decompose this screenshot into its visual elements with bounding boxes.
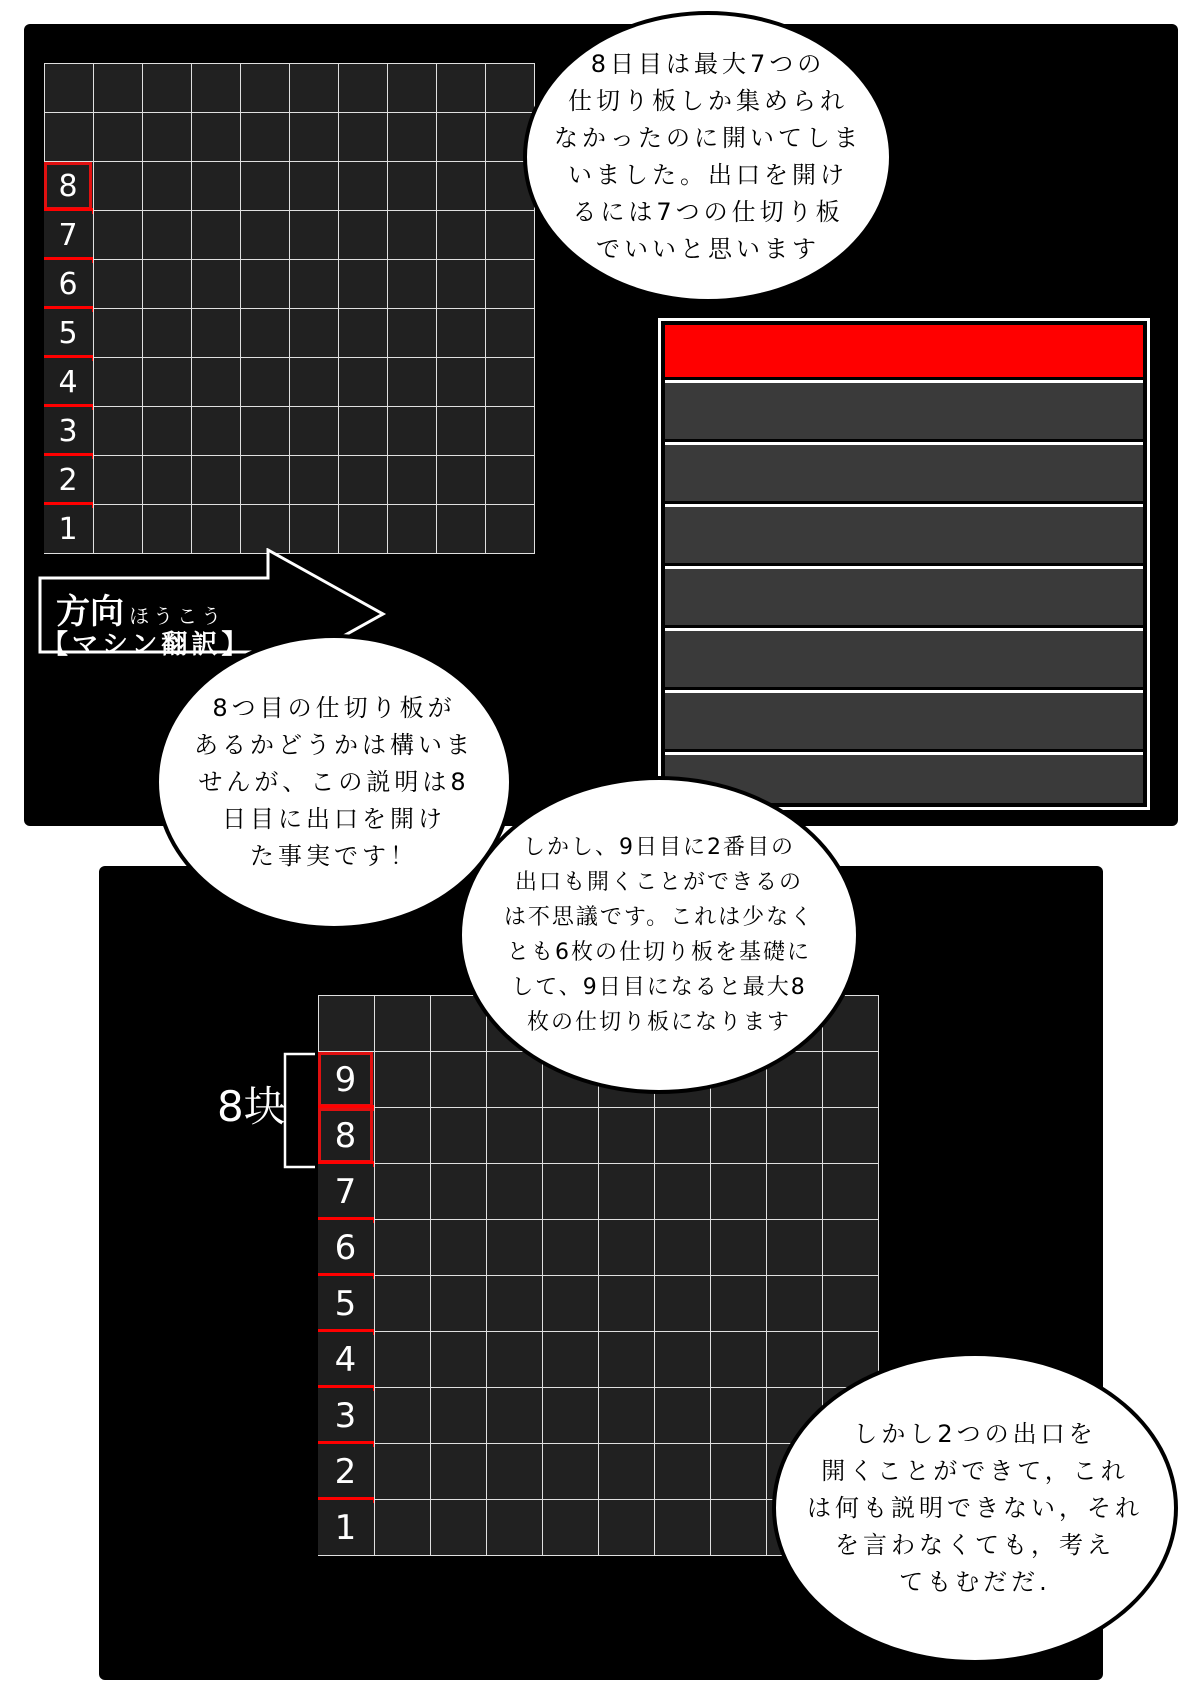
grid-cell bbox=[339, 113, 388, 162]
grid-cell bbox=[143, 64, 192, 113]
grid-cell bbox=[431, 1052, 487, 1108]
grid-cell bbox=[388, 260, 437, 309]
grid-cell bbox=[711, 1164, 767, 1220]
legend-row bbox=[665, 504, 1143, 563]
grid-cell bbox=[94, 309, 143, 358]
grid-cell bbox=[45, 113, 94, 162]
grid-cell bbox=[487, 1276, 543, 1332]
grid-cell bbox=[290, 505, 339, 554]
grid-cell bbox=[599, 1332, 655, 1388]
grid-cell bbox=[339, 505, 388, 554]
grid-cell bbox=[94, 162, 143, 211]
grid-cell bbox=[486, 64, 535, 113]
grid-cell bbox=[94, 113, 143, 162]
grid-cell bbox=[437, 309, 486, 358]
row-label-5: 5 bbox=[318, 1276, 373, 1331]
grid-cell bbox=[431, 1388, 487, 1444]
grid-cell bbox=[339, 456, 388, 505]
grid-cell bbox=[339, 162, 388, 211]
grid-cell bbox=[767, 1108, 823, 1164]
grid-cell bbox=[655, 1108, 711, 1164]
grid-cell bbox=[290, 113, 339, 162]
grid-cell bbox=[143, 309, 192, 358]
grid-cell bbox=[388, 456, 437, 505]
row-label-8: 8 bbox=[318, 1108, 373, 1163]
grid-cell bbox=[339, 64, 388, 113]
grid-cell bbox=[94, 211, 143, 260]
grid-cell bbox=[143, 407, 192, 456]
grid-cell bbox=[655, 1164, 711, 1220]
legend-row bbox=[665, 628, 1143, 687]
grid-cell bbox=[375, 1220, 431, 1276]
grid-cell bbox=[655, 1500, 711, 1556]
row-label-6: 6 bbox=[44, 260, 92, 308]
grid-cell bbox=[143, 358, 192, 407]
grid-cell bbox=[486, 358, 535, 407]
bubble-text: 8つ目の仕切り板が あるかどうかは構いま せんが、この説明は8 日目に出口を開け た事実です！ bbox=[194, 693, 474, 870]
grid-cell bbox=[375, 1052, 431, 1108]
row-label-3: 3 bbox=[318, 1388, 373, 1443]
speech-bubble-bottom-right bbox=[772, 1352, 1178, 1664]
grid-cell bbox=[94, 407, 143, 456]
grid-cell bbox=[319, 996, 375, 1052]
grid-cell bbox=[823, 1108, 879, 1164]
grid-cell bbox=[143, 211, 192, 260]
grid-cell bbox=[599, 1276, 655, 1332]
grid-cell bbox=[192, 211, 241, 260]
grid-cell bbox=[339, 358, 388, 407]
grid-cell bbox=[388, 407, 437, 456]
grid-cell bbox=[431, 1444, 487, 1500]
grid-cell bbox=[290, 358, 339, 407]
grid-cell bbox=[711, 1388, 767, 1444]
grid-cell bbox=[486, 309, 535, 358]
grid-cell bbox=[543, 1276, 599, 1332]
grid-cell bbox=[388, 64, 437, 113]
grid-cell bbox=[543, 1332, 599, 1388]
grid-cell bbox=[655, 1388, 711, 1444]
grid-cell bbox=[437, 260, 486, 309]
grid-cell bbox=[192, 64, 241, 113]
grid-cell bbox=[192, 456, 241, 505]
grid-cell bbox=[375, 1444, 431, 1500]
grid-cell bbox=[143, 456, 192, 505]
grid-cell bbox=[431, 1332, 487, 1388]
grid-cell bbox=[94, 260, 143, 309]
grid-cell bbox=[487, 1444, 543, 1500]
grid-cell bbox=[767, 1164, 823, 1220]
grid-cell bbox=[388, 505, 437, 554]
grid-cell bbox=[143, 505, 192, 554]
grid-cell bbox=[487, 1500, 543, 1556]
grid-cell bbox=[543, 1388, 599, 1444]
grid-cell bbox=[431, 1500, 487, 1556]
grid-cell bbox=[192, 113, 241, 162]
legend-row-red bbox=[665, 325, 1143, 377]
grid-cell bbox=[143, 113, 192, 162]
grid-cell bbox=[143, 162, 192, 211]
grid-cell bbox=[375, 1388, 431, 1444]
grid-cell bbox=[431, 1276, 487, 1332]
grid-cell bbox=[487, 1388, 543, 1444]
grid-cell bbox=[486, 456, 535, 505]
top-grid bbox=[44, 63, 535, 554]
grid-cell bbox=[45, 64, 94, 113]
grid-cell bbox=[543, 1444, 599, 1500]
grid-cell bbox=[241, 113, 290, 162]
row-label-4: 4 bbox=[44, 358, 92, 406]
grid-cell bbox=[437, 358, 486, 407]
legend-row bbox=[665, 566, 1143, 625]
grid-cell bbox=[599, 1444, 655, 1500]
grid-cell bbox=[599, 1500, 655, 1556]
grid-cell bbox=[437, 113, 486, 162]
grid-cell bbox=[339, 407, 388, 456]
grid-cell bbox=[437, 505, 486, 554]
row-label-3: 3 bbox=[44, 407, 92, 455]
row-label-2: 2 bbox=[44, 456, 92, 504]
grid-cell bbox=[599, 1108, 655, 1164]
grid-cell bbox=[711, 1444, 767, 1500]
legend-row bbox=[665, 380, 1143, 439]
grid-cell bbox=[339, 260, 388, 309]
grid-cell bbox=[711, 1220, 767, 1276]
grid-cell bbox=[290, 211, 339, 260]
grid-cell bbox=[711, 1332, 767, 1388]
grid-cell bbox=[487, 1220, 543, 1276]
grid-cell bbox=[192, 260, 241, 309]
grid-cell bbox=[823, 1164, 879, 1220]
color-legend bbox=[658, 318, 1150, 810]
grid-cell bbox=[599, 1164, 655, 1220]
grid-cell bbox=[290, 309, 339, 358]
grid-cell bbox=[823, 1220, 879, 1276]
grid-cell bbox=[437, 407, 486, 456]
grid-cell bbox=[290, 260, 339, 309]
grid-cell bbox=[655, 1444, 711, 1500]
grid-cell bbox=[192, 309, 241, 358]
grid-cell bbox=[290, 64, 339, 113]
grid-cell bbox=[241, 260, 290, 309]
grid-cell bbox=[655, 1276, 711, 1332]
grid-cell bbox=[241, 211, 290, 260]
grid-cell bbox=[486, 211, 535, 260]
grid-cell bbox=[241, 358, 290, 407]
grid-cell bbox=[487, 1108, 543, 1164]
grid-cell bbox=[339, 309, 388, 358]
row-label-5: 5 bbox=[44, 309, 92, 357]
grid-cell bbox=[655, 1220, 711, 1276]
direction-title: 方向 bbox=[56, 592, 124, 632]
grid-cell bbox=[94, 456, 143, 505]
grid-cell bbox=[437, 456, 486, 505]
grid-cell bbox=[94, 358, 143, 407]
bracket-label: 8块 bbox=[217, 1082, 286, 1131]
grid-cell bbox=[388, 162, 437, 211]
legend-row bbox=[665, 442, 1143, 501]
grid-cell bbox=[290, 456, 339, 505]
grid-cell bbox=[487, 1332, 543, 1388]
grid-cell bbox=[94, 64, 143, 113]
grid-cell bbox=[143, 260, 192, 309]
grid-cell bbox=[375, 1108, 431, 1164]
grid-cell bbox=[339, 211, 388, 260]
grid-cell bbox=[375, 1164, 431, 1220]
grid-cell bbox=[290, 162, 339, 211]
legend-row bbox=[665, 690, 1143, 749]
row-label-7: 7 bbox=[318, 1164, 373, 1219]
grid-cell bbox=[823, 1052, 879, 1108]
grid-cell bbox=[486, 407, 535, 456]
grid-cell bbox=[375, 1500, 431, 1556]
grid-cell bbox=[241, 407, 290, 456]
grid-cell bbox=[767, 1332, 823, 1388]
grid-cell bbox=[437, 162, 486, 211]
row-label-7: 7 bbox=[44, 211, 92, 259]
grid-cell bbox=[767, 1220, 823, 1276]
grid-cell bbox=[241, 456, 290, 505]
row-label-9: 9 bbox=[318, 1052, 373, 1107]
grid-cell bbox=[375, 1332, 431, 1388]
speech-bubble-top-right bbox=[523, 11, 893, 303]
grid-cell bbox=[241, 162, 290, 211]
grid-cell bbox=[487, 1164, 543, 1220]
grid-cell bbox=[388, 211, 437, 260]
grid-cell bbox=[543, 1500, 599, 1556]
grid-cell bbox=[711, 1500, 767, 1556]
grid-cell bbox=[823, 1276, 879, 1332]
grid-cell bbox=[388, 113, 437, 162]
direction-subtitle: 【マシン翻訳】 bbox=[42, 630, 252, 660]
grid-cell bbox=[290, 407, 339, 456]
row-label-8: 8 bbox=[44, 162, 92, 210]
grid-cell bbox=[437, 64, 486, 113]
grid-cell bbox=[375, 1276, 431, 1332]
grid-cell bbox=[486, 505, 535, 554]
grid-cell bbox=[599, 1388, 655, 1444]
speech-bubble-left bbox=[155, 634, 513, 930]
grid-cell bbox=[599, 1220, 655, 1276]
grid-cell bbox=[192, 162, 241, 211]
grid-cell bbox=[388, 358, 437, 407]
row-label-2: 2 bbox=[318, 1444, 373, 1499]
grid-cell bbox=[437, 211, 486, 260]
grid-cell bbox=[431, 1164, 487, 1220]
grid-cell bbox=[241, 505, 290, 554]
grid-cell bbox=[543, 1164, 599, 1220]
row-label-6: 6 bbox=[318, 1220, 373, 1275]
grid-cell bbox=[192, 505, 241, 554]
grid-cell bbox=[711, 1276, 767, 1332]
grid-cell bbox=[655, 1332, 711, 1388]
grid-cell bbox=[192, 358, 241, 407]
grid-cell bbox=[543, 1108, 599, 1164]
grid-cell bbox=[543, 1220, 599, 1276]
grid-cell bbox=[711, 1108, 767, 1164]
grid-cell bbox=[241, 309, 290, 358]
row-label-1: 1 bbox=[44, 505, 92, 553]
bubble-text: しかし2つの出口を 開くことができて，これ は何も説明できない，それ を言わなくても，考え てもむだだ. bbox=[807, 1419, 1143, 1596]
grid-cell bbox=[767, 1276, 823, 1332]
grid-cell bbox=[388, 309, 437, 358]
bubble-text: 8日目は最大7つの 仕切り板しか集められ なかったのに開いてしま いました。出口を開け るには7つの仕切り板 でいいと思います bbox=[554, 50, 862, 263]
row-label-4: 4 bbox=[318, 1332, 373, 1387]
direction-ruby: ほうこう bbox=[129, 604, 226, 628]
grid-cell bbox=[192, 407, 241, 456]
grid-cell bbox=[94, 505, 143, 554]
row-label-1: 1 bbox=[318, 1500, 373, 1555]
grid-cell bbox=[431, 1108, 487, 1164]
bubble-text: しかし、9日目に2番目の 出口も開くことができるの は不思議です。これは少なく とも6枚の仕切り板を基礎に して、9日目になると最大8 枚の仕切り板になります bbox=[503, 835, 815, 1035]
grid-cell bbox=[241, 64, 290, 113]
speech-bubble-middle bbox=[458, 776, 860, 1094]
grid-cell bbox=[486, 260, 535, 309]
grid-cell bbox=[375, 996, 431, 1052]
grid-cell bbox=[431, 1220, 487, 1276]
